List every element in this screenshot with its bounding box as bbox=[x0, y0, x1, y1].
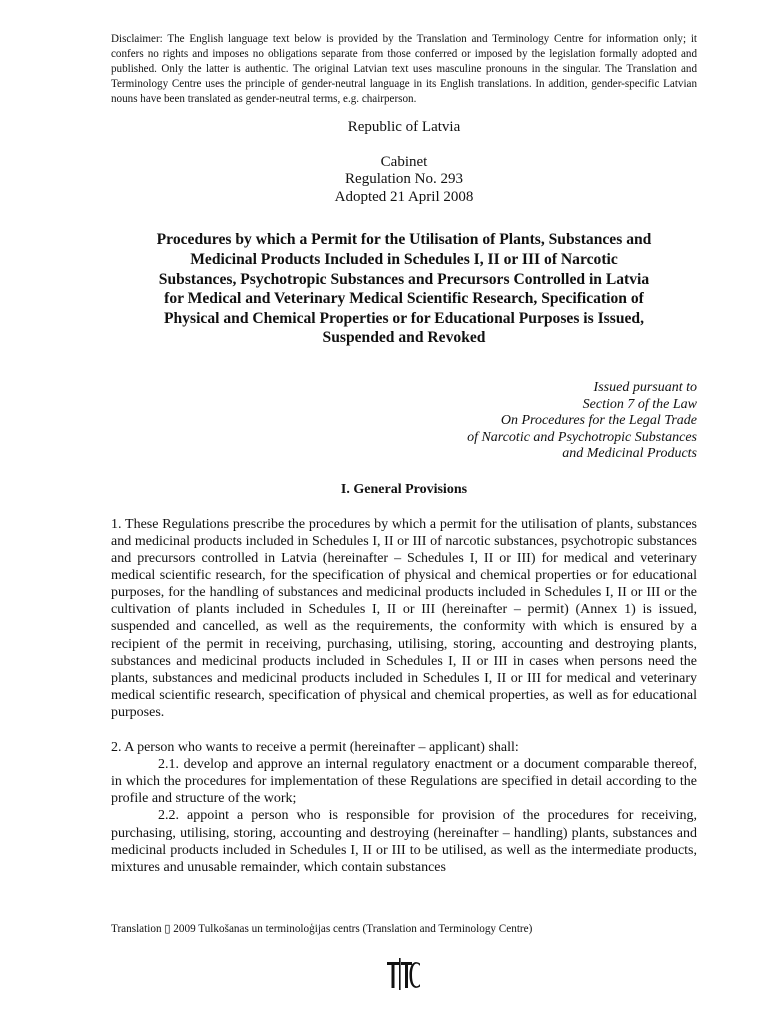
republic-heading: Republic of Latvia bbox=[347, 119, 461, 135]
paragraph-1 bbox=[111, 516, 697, 721]
title-line: for Medical and Veterinary Medical Scientific Research, Specification of bbox=[164, 290, 644, 308]
cabinet-label: Cabinet bbox=[380, 153, 428, 170]
issued-pursuant-block bbox=[111, 380, 697, 463]
issued-line: of Narcotic and Psychotropic Substances bbox=[467, 429, 697, 445]
title-line: Medicinal Products Included in Schedules I, II or III of Narcotic bbox=[190, 250, 618, 268]
title-line: Suspended and Revoked bbox=[322, 329, 486, 347]
regulation-info bbox=[111, 154, 697, 207]
item-2-1: 2.1. develop and approve an internal regulatory enactment or a document comparable thereof, in which the procedures for implementation of these Regulations are specified in detail according to the profile and structure of the work; bbox=[111, 757, 697, 807]
title-line: Substances, Psychotropic Substances and Precursors Controlled in Latvia bbox=[158, 270, 650, 288]
footer-translation-note: Translation ▯ 2009 Tulkošanas un terminoloģijas centrs (Translation and Terminology Centre) bbox=[111, 923, 533, 935]
ttc-logo bbox=[386, 958, 422, 990]
paragraph-1-text: 1. These Regulations prescribe the procedures by which a permit for the utilisation of plants, substances and medicinal products included in Schedules I, II or III of narcotic substances, psychotropic substances and precursors controlled in Latvia (hereinafter – Schedules I, II or III) for medical and veterinary medical scientific research, for the specification of physical and chemical properties or for educational purposes, for the handling of substances and medicinal products included in Schedules I, II or III or the cultivation of plants included in Schedules I, II or III (hereinafter – permit) (Annex 1) is issued, suspended and cancelled, as well as the requirements, the conformity with which is ensured by a recipient of the permit in receiving, purchasing, utilising, storing, accounting and destroying plants, substances and medicinal products included in Schedules I, II or III in cases when persons need the plants, substances and medicinal products included in Schedules I, II or III for medical and veterinary medical scientific research, specification of physical and chemical properties, as well as for educational purposes. bbox=[111, 516, 697, 720]
ttc-logo-mark bbox=[387, 958, 420, 990]
paragraph-2-intro: 2. A person who wants to receive a permit (hereinafter – applicant) shall: bbox=[111, 740, 519, 756]
issued-line: On Procedures for the Legal Trade bbox=[500, 413, 697, 429]
section-heading: I. General Provisions bbox=[340, 481, 468, 497]
issued-line: and Medicinal Products bbox=[562, 446, 697, 462]
issued-line: Issued pursuant to bbox=[593, 379, 697, 395]
adoption-date: Adopted 21 April 2008 bbox=[334, 188, 474, 205]
regulation-number: Regulation No. 293 bbox=[345, 171, 463, 188]
issued-line: Section 7 of the Law bbox=[582, 396, 697, 412]
title-line: Procedures by which a Permit for the Utilisation of Plants, Substances and bbox=[156, 231, 652, 249]
title-line: Physical and Chemical Properties or for Educational Purposes is Issued, bbox=[164, 309, 644, 327]
paragraph-2 bbox=[111, 739, 697, 876]
document-page bbox=[111, 32, 697, 876]
disclaimer-text: Disclaimer: The English language text below is provided by the Translation and Terminology Centre for information only; it confers no rights and imposes no obligations separate from those conferred or imposed by the legislation formally adopted and published. Only the latter is authentic. The original Latvian text uses masculine pronouns in the singular. The Translation and Terminology Centre uses the principle of gender-neutral language in its English translations. In addition, gender-specific Latvian nouns have been translated as gender-neutral terms, e.g. chairperson. bbox=[111, 33, 697, 105]
regulation-title bbox=[111, 230, 697, 348]
item-2-2: 2.2. appoint a person who is responsible for provision of the procedures for receiving, purchasing, utilising, storing, accounting and destroying (hereinafter – handling) plants, substances and medicinal products included in Schedules I, II or III to be utilised, as well as the intermediate products, mixtures and unusable remainder, which contain substances bbox=[111, 808, 697, 875]
